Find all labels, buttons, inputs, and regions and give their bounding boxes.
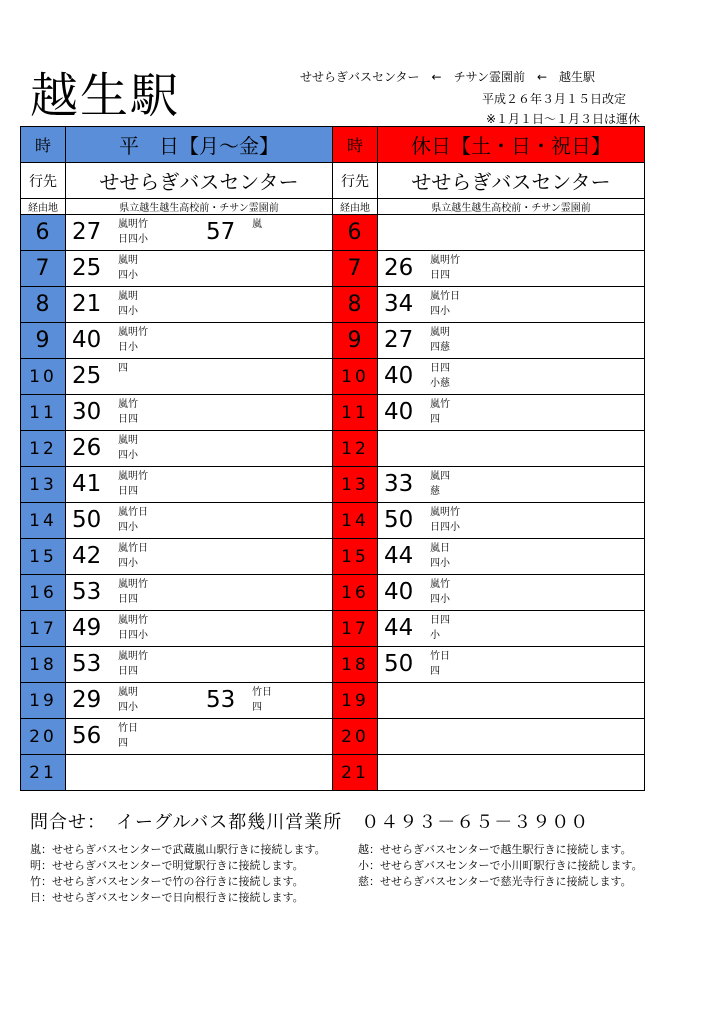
legend-item: 慈：せせらぎバスセンターで慈光寺行きに接続します。 (358, 875, 632, 888)
hour-row (21, 359, 645, 395)
departure-minute: 40 (384, 399, 414, 425)
hour-cell-weekday: 14 (21, 503, 66, 539)
hour-cell-holiday: 19 (333, 683, 378, 719)
minutes-container (66, 359, 332, 394)
hour-cell-holiday: 16 (333, 575, 378, 611)
via-label-weekday: 経由地 (21, 199, 66, 215)
minutes-cell-weekday (66, 359, 333, 395)
hour-row (21, 467, 645, 503)
contact-info: 問合せ： イーグルバス都幾川営業所 ０４９３－６５－３９００ (30, 812, 590, 833)
departure-minute: 53 (72, 579, 102, 605)
minutes-cell-holiday (378, 719, 645, 755)
legend-item: 明：せせらぎバスセンターで明覚駅行きに接続します。 (30, 859, 304, 872)
minutes-cell-holiday (378, 287, 645, 323)
hour-row (21, 611, 645, 647)
connection-note: 日四 (118, 594, 138, 605)
connection-note: 嵐明 (430, 327, 450, 338)
connection-note: 日四 (430, 270, 450, 281)
connection-note: 日四 (118, 486, 138, 497)
minutes-container (378, 431, 644, 466)
hour-row (21, 431, 645, 467)
hour-cell-weekday: 7 (21, 251, 66, 287)
departure-minute: 33 (384, 471, 414, 497)
connection-note: 日四 (118, 414, 138, 425)
hour-cell-holiday: 13 (333, 467, 378, 503)
hour-header-holiday: 時 (333, 127, 378, 163)
departure-minute: 41 (72, 471, 102, 497)
minutes-cell-weekday (66, 611, 333, 647)
minutes-container (378, 287, 644, 322)
hour-cell-holiday: 7 (333, 251, 378, 287)
legend-item: 竹：せせらぎバスセンターで竹の谷行きに接続します。 (30, 875, 304, 888)
minutes-container (378, 539, 644, 574)
minutes-cell-weekday (66, 431, 333, 467)
hour-cell-holiday: 11 (333, 395, 378, 431)
connection-note: 嵐明竹 (118, 471, 148, 482)
hour-cell-weekday: 6 (21, 215, 66, 251)
departure-minute: 53 (206, 687, 236, 713)
connection-note: 嵐竹日 (118, 507, 148, 518)
minutes-cell-weekday (66, 683, 333, 719)
minutes-container (378, 323, 644, 358)
minutes-cell-holiday (378, 467, 645, 503)
hour-cell-holiday: 17 (333, 611, 378, 647)
departure-minute: 50 (384, 651, 414, 677)
minutes-container (378, 503, 644, 538)
departure-minute: 26 (384, 255, 414, 281)
hour-cell-weekday: 12 (21, 431, 66, 467)
connection-note: 日四小 (430, 522, 460, 533)
minutes-container (378, 719, 644, 754)
minutes-container (66, 539, 332, 574)
connection-note: 四小 (430, 558, 450, 569)
minutes-container (378, 647, 644, 682)
departure-minute: 25 (72, 255, 102, 281)
connection-note: 日四 (430, 615, 450, 626)
connection-note: 四小 (118, 522, 138, 533)
departure-minute: 27 (384, 327, 414, 353)
hour-cell-weekday: 16 (21, 575, 66, 611)
minutes-cell-holiday (378, 395, 645, 431)
connection-note: 嵐明 (118, 291, 138, 302)
minutes-container (378, 251, 644, 286)
minutes-cell-weekday (66, 287, 333, 323)
connection-note: 嵐明竹 (118, 579, 148, 590)
hour-cell-weekday: 15 (21, 539, 66, 575)
connection-note: 四 (118, 738, 128, 749)
minutes-container (378, 575, 644, 610)
departure-minute: 42 (72, 543, 102, 569)
dest-label-weekday: 行先 (21, 163, 66, 199)
connection-note: 四小 (118, 306, 138, 317)
hour-cell-weekday: 17 (21, 611, 66, 647)
hour-cell-weekday: 19 (21, 683, 66, 719)
legend-item: 嵐：せせらぎバスセンターで武蔵嵐山駅行きに接続します。 (30, 843, 326, 856)
connection-note: 四 (118, 363, 128, 374)
connection-note: 四 (252, 702, 262, 713)
connection-note: 嵐四 (430, 471, 450, 482)
departure-minute: 26 (72, 435, 102, 461)
hour-row (21, 719, 645, 755)
hour-row (21, 575, 645, 611)
destination-row (21, 163, 645, 199)
departure-minute: 21 (72, 291, 102, 317)
minutes-cell-holiday (378, 647, 645, 683)
hour-cell-weekday: 21 (21, 755, 66, 791)
minutes-cell-weekday (66, 575, 333, 611)
hour-cell-weekday: 9 (21, 323, 66, 359)
hour-cell-weekday: 10 (21, 359, 66, 395)
connection-note: 嵐日 (430, 543, 450, 554)
connection-note: 嵐竹日 (118, 543, 148, 554)
minutes-cell-weekday (66, 503, 333, 539)
connection-note: 四小 (118, 270, 138, 281)
weekday-header: 平 日【月～金】 (66, 127, 333, 163)
connection-note: 竹日 (252, 687, 272, 698)
minutes-container (66, 755, 332, 790)
minutes-container (66, 431, 332, 466)
hour-cell-holiday: 20 (333, 719, 378, 755)
minutes-container (66, 467, 332, 502)
connection-note: 嵐竹 (430, 399, 450, 410)
connection-note: 嵐明 (118, 255, 138, 266)
minutes-cell-holiday (378, 215, 645, 251)
minutes-cell-weekday (66, 539, 333, 575)
connection-note: 日四 (430, 363, 450, 374)
departure-minute: 49 (72, 615, 102, 641)
minutes-cell-holiday (378, 359, 645, 395)
minutes-cell-weekday (66, 467, 333, 503)
minutes-cell-holiday (378, 251, 645, 287)
hour-cell-holiday: 6 (333, 215, 378, 251)
legend-item: 小：せせらぎバスセンターで小川町駅行きに接続します。 (358, 859, 643, 872)
hour-cell-holiday: 21 (333, 755, 378, 791)
minutes-container (378, 359, 644, 394)
hour-row (21, 539, 645, 575)
destination-weekday: せせらぎバスセンター (66, 163, 333, 199)
hour-cell-weekday: 8 (21, 287, 66, 323)
minutes-container (66, 719, 332, 754)
hour-row (21, 251, 645, 287)
via-weekday: 県立越生越生高校前・チサン霊園前 (66, 199, 333, 215)
minutes-cell-holiday (378, 539, 645, 575)
connection-note: 嵐竹 (430, 579, 450, 590)
hour-row (21, 647, 645, 683)
departure-minute: 25 (72, 363, 102, 389)
departure-minute: 40 (384, 363, 414, 389)
holiday-header: 休日【土・日・祝日】 (378, 127, 645, 163)
minutes-container (66, 611, 332, 646)
revision-date: 平成２６年３月１５日改定 (482, 92, 627, 106)
connection-note: 四小 (118, 702, 138, 713)
minutes-cell-weekday (66, 323, 333, 359)
connection-note: 嵐明竹 (430, 255, 460, 266)
timetable (20, 126, 645, 791)
page-title: 越生駅 (30, 68, 181, 124)
header-row (21, 127, 645, 163)
hour-row (21, 215, 645, 251)
connection-note: 嵐 (252, 219, 262, 230)
connection-note: 嵐明竹 (118, 327, 148, 338)
connection-note: 嵐竹 (118, 399, 138, 410)
departure-minute: 34 (384, 291, 414, 317)
connection-note: 慈 (430, 486, 440, 497)
connection-note: 嵐竹日 (430, 291, 460, 302)
via-label-holiday: 経由地 (333, 199, 378, 215)
departure-minute: 29 (72, 687, 102, 713)
connection-note: 四小 (430, 594, 450, 605)
hour-cell-holiday: 15 (333, 539, 378, 575)
connection-note: 小慈 (430, 378, 450, 389)
legend-item: 越：せせらぎバスセンターで越生駅行きに接続します。 (358, 843, 632, 856)
legend-left (30, 842, 326, 906)
minutes-container (66, 215, 332, 250)
hour-row (21, 395, 645, 431)
minutes-cell-weekday (66, 251, 333, 287)
minutes-cell-weekday (66, 647, 333, 683)
hour-cell-weekday: 18 (21, 647, 66, 683)
minutes-container (378, 215, 644, 250)
hour-row (21, 683, 645, 719)
hour-row (21, 755, 645, 791)
minutes-cell-weekday (66, 215, 333, 251)
connection-note: 嵐明竹 (118, 651, 148, 662)
connection-note: 四 (430, 414, 440, 425)
connection-note: 嵐明 (118, 435, 138, 446)
via-row (21, 199, 645, 215)
connection-note: 小 (430, 630, 440, 641)
hour-cell-weekday: 20 (21, 719, 66, 755)
connection-note: 日四小 (118, 234, 148, 245)
connection-note: 四慈 (430, 342, 450, 353)
departure-minute: 56 (72, 723, 102, 749)
departure-minute: 50 (384, 507, 414, 533)
minutes-container (66, 287, 332, 322)
minutes-container (378, 611, 644, 646)
departure-minute: 44 (384, 543, 414, 569)
departure-minute: 53 (72, 651, 102, 677)
minutes-container (378, 395, 644, 430)
minutes-cell-holiday (378, 755, 645, 791)
hour-row (21, 287, 645, 323)
minutes-cell-holiday (378, 575, 645, 611)
connection-note: 四小 (118, 558, 138, 569)
minutes-container (378, 467, 644, 502)
service-note: ※１月１日～１月３日は運休 (486, 112, 641, 126)
minutes-cell-holiday (378, 503, 645, 539)
hour-cell-holiday: 14 (333, 503, 378, 539)
minutes-container (66, 647, 332, 682)
hour-cell-holiday: 9 (333, 323, 378, 359)
minutes-container (66, 683, 332, 718)
departure-minute: 40 (384, 579, 414, 605)
connection-note: 嵐明竹 (118, 615, 148, 626)
hour-row (21, 323, 645, 359)
departure-minute: 50 (72, 507, 102, 533)
connection-note: 日四 (118, 666, 138, 677)
hour-cell-weekday: 13 (21, 467, 66, 503)
dest-label-holiday: 行先 (333, 163, 378, 199)
connection-note: 嵐明竹 (118, 219, 148, 230)
minutes-container (66, 323, 332, 358)
minutes-cell-weekday (66, 719, 333, 755)
departure-minute: 57 (206, 219, 236, 245)
departure-minute: 40 (72, 327, 102, 353)
hour-cell-holiday: 12 (333, 431, 378, 467)
minutes-container (378, 683, 644, 718)
connection-note: 四 (430, 666, 440, 677)
connection-note: 嵐明 (118, 687, 138, 698)
connection-note: 竹日 (430, 651, 450, 662)
minutes-container (66, 395, 332, 430)
connection-note: 竹日 (118, 723, 138, 734)
connection-note: 日小 (118, 342, 138, 353)
route-text: せせらぎバスセンター ← チサン霊園前 ← 越生駅 (300, 70, 596, 84)
departure-minute: 27 (72, 219, 102, 245)
connection-note: 四小 (430, 306, 450, 317)
connection-note: 四小 (118, 450, 138, 461)
minutes-container (66, 503, 332, 538)
legend-item: 日：せせらぎバスセンターで日向根行きに接続します。 (30, 891, 304, 904)
minutes-cell-holiday (378, 683, 645, 719)
hour-cell-weekday: 11 (21, 395, 66, 431)
minutes-cell-holiday (378, 431, 645, 467)
minutes-cell-holiday (378, 611, 645, 647)
hour-cell-holiday: 10 (333, 359, 378, 395)
minutes-container (378, 755, 644, 790)
hour-row (21, 503, 645, 539)
minutes-container (66, 575, 332, 610)
minutes-container (66, 251, 332, 286)
connection-note: 日四小 (118, 630, 148, 641)
hour-cell-holiday: 8 (333, 287, 378, 323)
departure-minute: 44 (384, 615, 414, 641)
minutes-cell-weekday (66, 755, 333, 791)
hour-header-weekday: 時 (21, 127, 66, 163)
minutes-cell-holiday (378, 323, 645, 359)
via-holiday: 県立越生越生高校前・チサン霊園前 (378, 199, 645, 215)
legend-right (358, 842, 643, 890)
hour-cell-holiday: 18 (333, 647, 378, 683)
connection-note: 嵐明竹 (430, 507, 460, 518)
destination-holiday: せせらぎバスセンター (378, 163, 645, 199)
departure-minute: 30 (72, 399, 102, 425)
minutes-cell-weekday (66, 395, 333, 431)
